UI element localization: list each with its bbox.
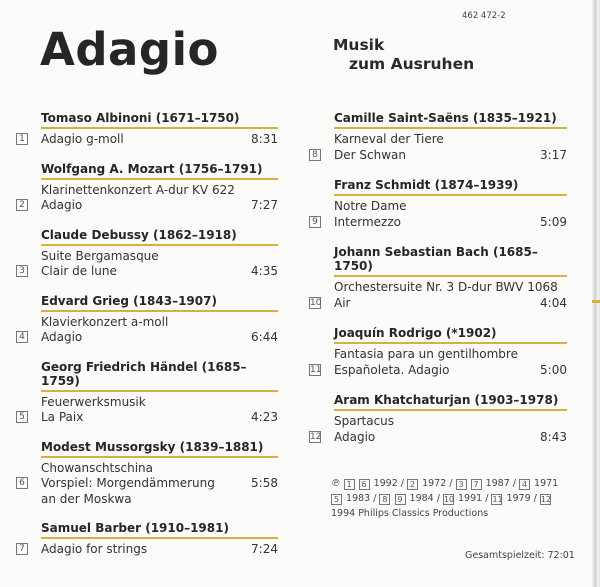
- work-title-line: Adagio 12 8:43: [310, 429, 567, 444]
- work-entry: [16, 228, 278, 280]
- publishing-line: ℗ 1 6 1992 / 2 1972 / 3 7 1987 / 4 1971: [331, 478, 559, 489]
- work-title-line: Chowanschtschina: [41, 460, 154, 475]
- catalog-number: 462 472-2: [462, 11, 506, 21]
- track-number-box: 3: [16, 265, 28, 277]
- track-number-box: 10: [443, 495, 455, 504]
- work-lines: [19, 129, 278, 148]
- composer-heading: Modest Mussorgsky (1839–1881): [41, 440, 278, 458]
- work-title-line: Orchestersuite Nr. 3 D-dur BWV 1068: [334, 280, 558, 294]
- phonogram-copyright-icon: ℗: [331, 478, 344, 489]
- track-number-box: 9: [309, 216, 321, 228]
- work-title-line: Españoleta. Adagio 11 5:00: [310, 362, 567, 377]
- composer-heading: Joaquín Rodrigo (*1902): [334, 326, 567, 344]
- composer-heading: Edvard Grieg (1843–1907): [41, 294, 278, 312]
- total-playing-time: Gesamtspielzeit: 72:01: [465, 550, 575, 561]
- work-entry: [309, 326, 567, 378]
- track-duration: 4:23: [251, 410, 278, 424]
- work-entry: [309, 178, 567, 230]
- composer-heading: Johann Sebastian Bach (1685–1750): [334, 245, 567, 277]
- work-entry: [16, 521, 278, 558]
- work-entry: [309, 111, 567, 163]
- work-entry: [16, 294, 278, 346]
- composer-heading: Tomaso Albinoni (1671–1750): [41, 111, 278, 129]
- work-title-line: Intermezzo 9 5:09: [334, 215, 567, 231]
- work-title-line: Klarinettenkonzert A-dur KV 622: [41, 182, 235, 197]
- album-title: Adagio: [40, 23, 219, 76]
- work-lines: [310, 277, 567, 311]
- work-entry: [309, 393, 567, 445]
- work-entry: [16, 360, 278, 426]
- work-lines: [19, 246, 278, 280]
- booklet-edge: [592, 0, 600, 587]
- track-number-box: 5: [16, 411, 28, 423]
- subtitle-line-2: zum Ausruhen: [349, 55, 475, 73]
- track-number-box: 11: [492, 495, 503, 504]
- track-number-box: 10: [310, 297, 322, 308]
- track-number-box: 9: [395, 494, 406, 505]
- publishing-line: 5 1983 / 8 9 1984 / 10 1991 / 11 1979 / 12: [331, 491, 558, 506]
- work-title-line: Notre Dame: [334, 199, 407, 213]
- track-number-box: 3: [456, 479, 467, 490]
- work-entry: [309, 245, 567, 311]
- track-duration: 8:31: [251, 132, 278, 146]
- work-lines: [19, 312, 278, 346]
- subtitle-line-1: Musik: [333, 36, 385, 54]
- track-duration: 3:17: [540, 147, 567, 162]
- track-number-box: 11: [310, 364, 322, 375]
- track-duration: 7:24: [251, 542, 278, 556]
- track-number-box: 12: [540, 495, 552, 504]
- composer-heading: Samuel Barber (1910–1981): [41, 521, 278, 539]
- work-lines: [19, 392, 278, 426]
- composer-heading: Franz Schmidt (1874–1939): [334, 178, 567, 196]
- track-number-box: 12: [310, 431, 322, 442]
- track-number-box: 2: [407, 479, 418, 490]
- composer-heading: Aram Khatchaturjan (1903–1978): [334, 393, 567, 411]
- work-title-line: Fantasia para un gentilhombre: [334, 347, 518, 361]
- track-duration: 5:09: [540, 214, 567, 229]
- work-title-line: Spartacus: [334, 414, 395, 428]
- album-subtitle: [333, 36, 474, 74]
- track-number-box: 1: [16, 133, 28, 145]
- work-entry: [16, 440, 278, 508]
- publishing-info: [331, 476, 558, 521]
- work-title-line: Suite Bergamasque: [41, 248, 159, 263]
- track-duration: 5:00: [540, 362, 567, 377]
- composer-heading: Claude Debussy (1862–1918): [41, 228, 278, 246]
- track-duration: 4:35: [251, 264, 278, 278]
- track-number-box: 4: [519, 479, 530, 490]
- work-title-line: Feuerwerksmusik: [41, 394, 146, 409]
- work-title-line: Klavierkonzert a-moll: [41, 314, 169, 329]
- work-entry: [16, 111, 278, 148]
- composer-heading: Georg Friedrich Händel (1685–1759): [41, 360, 278, 392]
- track-number-box: 8: [309, 149, 321, 161]
- track-duration: 4:04: [540, 295, 567, 310]
- work-title-line: La Paix 5 4:23: [41, 410, 278, 426]
- work-lines: [312, 129, 567, 163]
- work-entry: [16, 162, 278, 214]
- track-number-box: 7: [16, 543, 28, 555]
- edge-accent-mark: [592, 300, 600, 303]
- work-title-line: Karneval der Tiere: [334, 132, 444, 146]
- track-duration: 7:27: [251, 198, 278, 212]
- track-number-box: 8: [379, 494, 390, 505]
- work-lines: [19, 458, 278, 508]
- work-lines: [310, 411, 567, 445]
- track-duration: 8:43: [540, 429, 567, 444]
- work-lines: [310, 344, 567, 378]
- composer-heading: Camille Saint-Saëns (1835–1921): [334, 111, 567, 129]
- work-title-line: Clair de lune 3 4:35: [41, 264, 278, 280]
- track-number-box: 7: [471, 479, 482, 490]
- work-title-line: Der Schwan 8 3:17: [334, 148, 567, 164]
- track-number-box: 6: [16, 477, 28, 489]
- work-title-line: Adagio g-moll 1 8:31: [41, 132, 278, 148]
- track-number-box: 6: [359, 479, 370, 490]
- tracklist-right: [309, 111, 567, 445]
- work-lines: [19, 180, 278, 214]
- work-lines: [312, 196, 567, 230]
- work-title-line: Vorspiel: Morgendämmerung 6 5:58: [41, 476, 278, 492]
- tracklist-left: [16, 111, 278, 558]
- work-title-line: Adagio 4 6:44: [41, 330, 278, 346]
- track-number-box: 5: [331, 494, 342, 505]
- publishing-line: 1994 Philips Classics Productions: [331, 508, 489, 519]
- track-number-box: 2: [16, 199, 28, 211]
- work-title-line: Adagio 2 7:27: [41, 198, 278, 214]
- track-number-box: 1: [344, 479, 355, 490]
- track-duration: 5:58: [251, 476, 278, 490]
- composer-heading: Wolfgang A. Mozart (1756–1791): [41, 162, 278, 180]
- work-title-line: Air 10 4:04: [310, 295, 567, 310]
- work-title-line: Adagio for strings 7 7:24: [41, 542, 278, 558]
- work-lines: [19, 539, 278, 558]
- work-title-line: an der Moskwa: [41, 491, 132, 506]
- track-duration: 6:44: [251, 330, 278, 344]
- track-number-box: 4: [16, 331, 28, 343]
